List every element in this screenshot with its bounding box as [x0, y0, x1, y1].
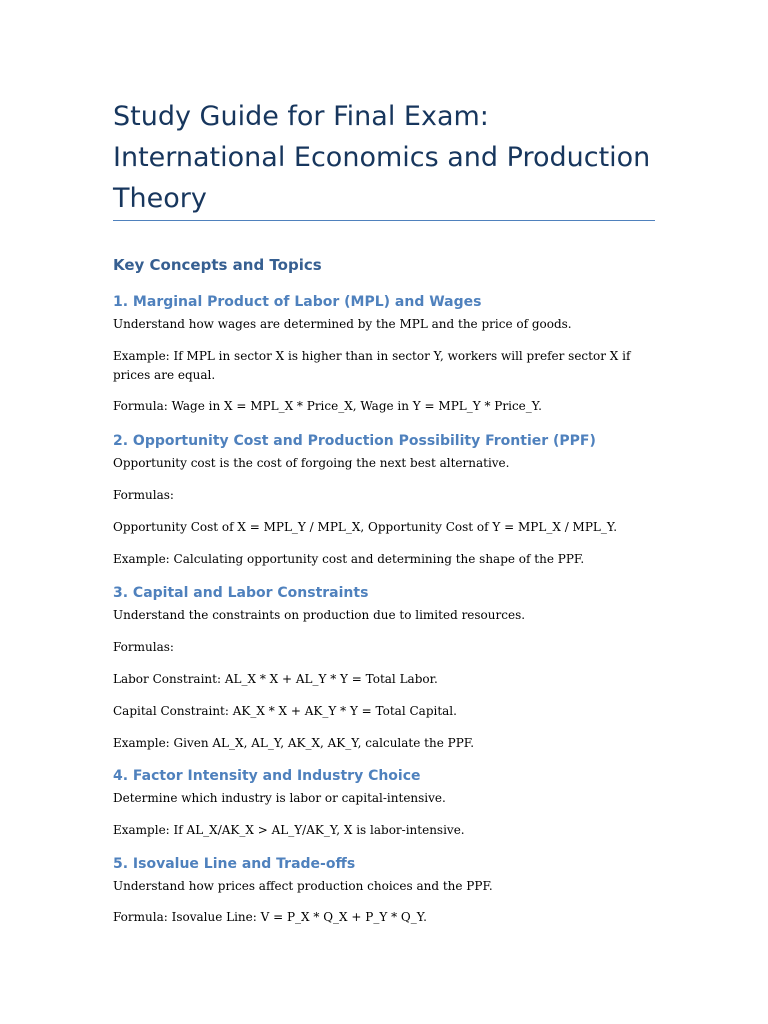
section-1-paragraph-2: Example: If MPL in sector X is higher than in sector Y, workers will prefer sector X if prices are equal.: [113, 349, 631, 382]
title-underline: [113, 220, 655, 221]
section-4-paragraph-1: Determine which industry is labor or capital-intensive.: [113, 791, 446, 805]
section-3-paragraph-2: Formulas:: [113, 640, 174, 654]
section-3-paragraph-5: Example: Given AL_X, AL_Y, AK_X, AK_Y, calculate the PPF.: [113, 736, 475, 750]
section-2-paragraph-4: Example: Calculating opportunity cost and determining the shape of the PPF.: [113, 552, 585, 566]
section-3-heading: 3. Capital and Labor Constraints: [113, 585, 369, 601]
section-4-paragraph-2: Example: If AL_X/AK_X > AL_Y/AK_Y, X is labor-intensive.: [113, 823, 465, 837]
section-5-heading: 5. Isovalue Line and Trade-offs: [113, 856, 356, 872]
section-1-heading: 1. Marginal Product of Labor (MPL) and Wages: [113, 294, 482, 310]
section-2-paragraph-1: Opportunity cost is the cost of forgoing the next best alternative.: [113, 456, 510, 470]
section-5-paragraph-1: Understand how prices affect production choices and the PPF.: [113, 879, 493, 893]
section-3-paragraph-4: Capital Constraint: AK_X * X + AK_Y * Y = Total Capital.: [113, 704, 457, 718]
section-1-paragraph-3: Formula: Wage in X = MPL_X * Price_X, Wage in Y = MPL_Y * Price_Y.: [113, 399, 542, 413]
section-1-paragraph-1: Understand how wages are determined by the MPL and the price of goods.: [113, 317, 572, 331]
section-2-paragraph-3: Opportunity Cost of X = MPL_Y / MPL_X, Opportunity Cost of Y = MPL_X / MPL_Y.: [113, 520, 618, 534]
section-5-paragraph-2: Formula: Isovalue Line: V = P_X * Q_X + P_Y * Q_Y.: [113, 910, 427, 924]
section-4-heading: 4. Factor Intensity and Industry Choice: [113, 768, 421, 784]
section-2-heading: 2. Opportunity Cost and Production Possibility Frontier (PPF): [113, 433, 596, 449]
section-heading-key-concepts: Key Concepts and Topics: [113, 256, 322, 274]
section-3-paragraph-1: Understand the constraints on production due to limited resources.: [113, 608, 526, 622]
section-3-paragraph-3: Labor Constraint: AL_X * X + AL_Y * Y = Total Labor.: [113, 672, 438, 686]
document-title: Study Guide for Final Exam: International Economics and Production Theory: [113, 101, 651, 214]
section-2-paragraph-2: Formulas:: [113, 488, 174, 502]
